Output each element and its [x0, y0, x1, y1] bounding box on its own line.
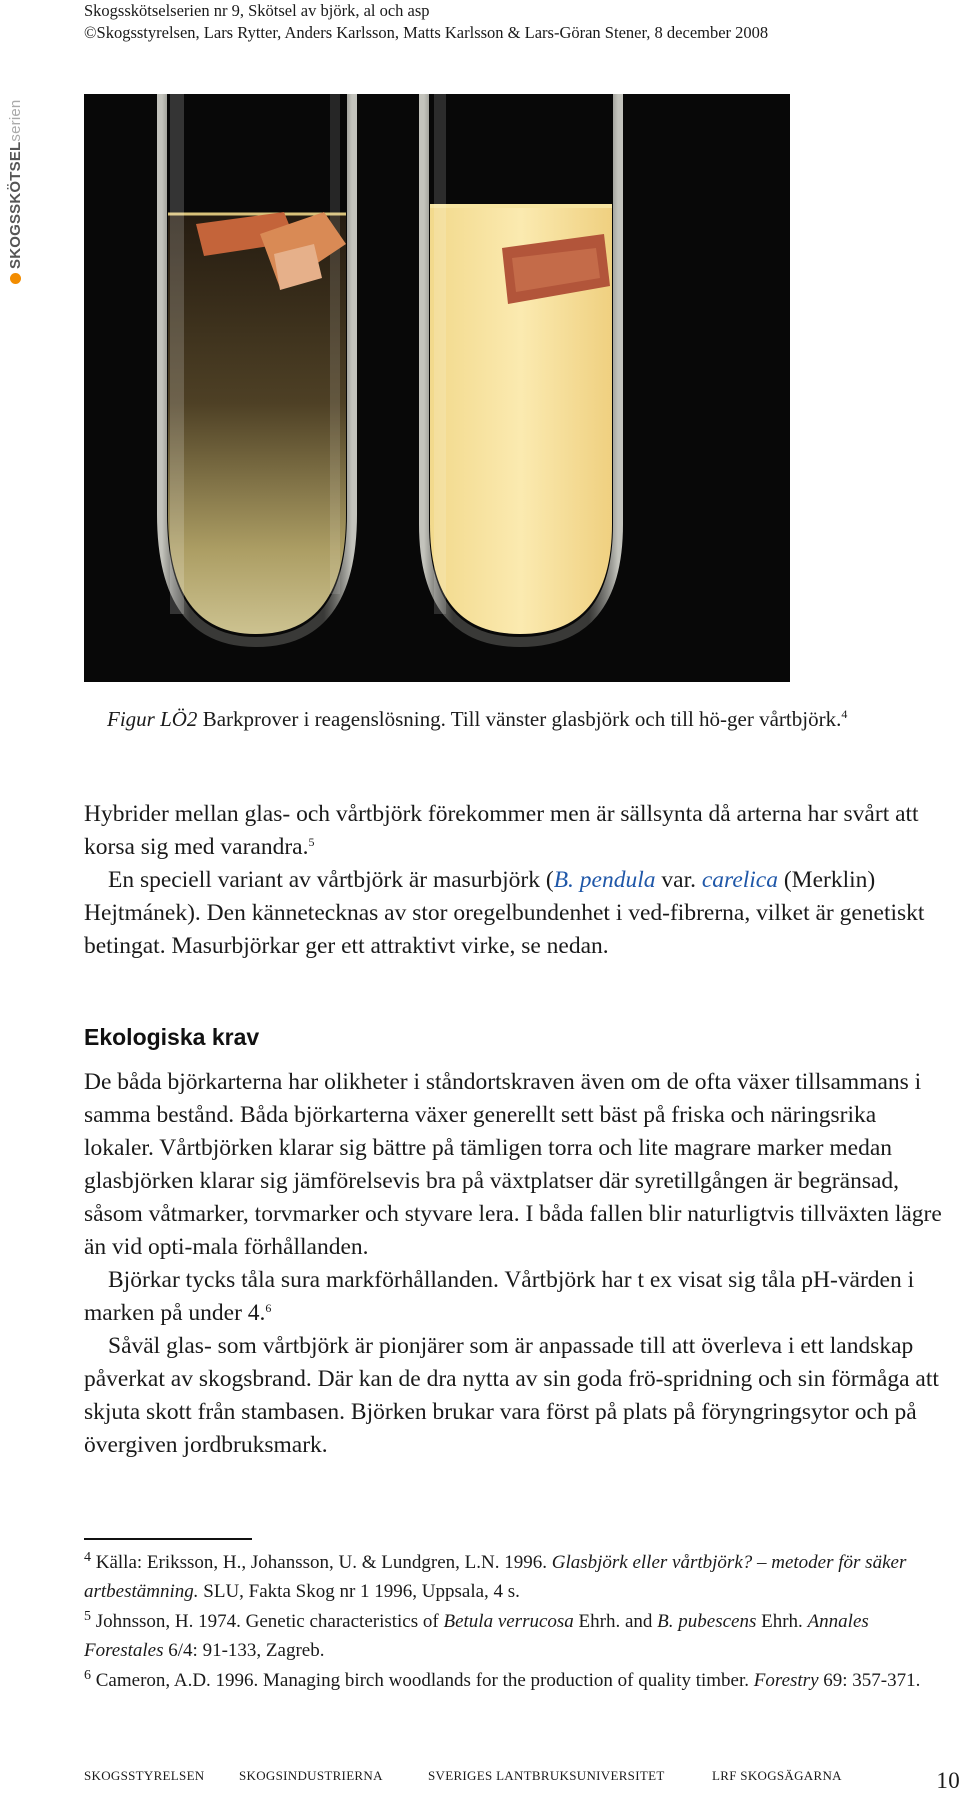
page-footer	[84, 1766, 960, 1793]
footnote	[84, 1666, 944, 1695]
document-header	[84, 0, 768, 44]
journal-name: Annales Forestales	[84, 1611, 869, 1661]
footer-org: SVERIGES LANTBRUKSUNIVERSITET	[428, 1768, 665, 1783]
section-heading: Ekologiska krav	[84, 1024, 260, 1050]
copyright-line: ©Skogsstyrelsen, Lars Rytter, Anders Karlsson, Matts Karlsson & Lars-Göran Stener, 8 december 2008	[84, 23, 769, 42]
paragraph-text: Hybrider mellan glas- och vårtbjörk förekommer men är sällsynta då arterna har svårt att korsa sig med varandra.	[84, 801, 919, 860]
caption-footnote-ref: 4	[841, 707, 848, 721]
footnote-text: 6/4: 91-133, Zagreb.	[163, 1640, 325, 1661]
paragraph: Såväl glas- som vårtbjörk är pionjärer som är anpassade till att överleva i ett landskap påverkat av skogsbrand. Där kan de dra nytta av sin goda frö-spridning och sin förmåga att skjuta skott från stambasen. Björken brukar vara först på plats på föryngringsytor och på övergiven jordbruksmark.	[84, 1333, 939, 1458]
footnote-text: SLU, Fakta Skog nr 1 1996, Uppsala, 4 s.	[198, 1581, 520, 1602]
footnote-text: Ehrh. and	[573, 1611, 658, 1632]
figure-caption	[107, 704, 867, 735]
species-name: B. pubescens	[657, 1611, 757, 1632]
footnote-number: 5	[84, 1609, 91, 1624]
footer-org: LRF SKOGSÄGARNA	[712, 1768, 842, 1783]
caption-text: Barkprover i reagenslösning. Till vänster glasbjörk och till hö-ger vårtbjörk.	[197, 707, 842, 731]
footer-org: SKOGSSTYRELSEN	[84, 1768, 205, 1783]
footnote-text: 69: 357-371.	[818, 1670, 921, 1691]
series-logo	[5, 36, 27, 269]
logo-sub: serien	[7, 99, 24, 142]
variety-name: carelica	[701, 867, 778, 893]
footnote	[84, 1607, 944, 1665]
paragraph	[84, 864, 944, 963]
footnote-number: 6	[84, 1668, 91, 1683]
footnote-title: Glasbjörk eller vårtbjörk? – metoder för säker artbestämning.	[84, 1552, 907, 1602]
footnote-text: Johnsson, H. 1974. Genetic characteristics of	[91, 1611, 444, 1632]
journal-name: Forestry	[753, 1670, 819, 1691]
page-number: 10	[936, 1768, 960, 1793]
logo-dot-icon	[10, 273, 21, 284]
paragraph	[84, 798, 944, 864]
footer-org: SKOGSINDUSTRIERNA	[239, 1768, 383, 1783]
caption-label: Figur LÖ2	[107, 707, 198, 731]
footnote-divider	[84, 1538, 252, 1540]
test-tubes-photo	[84, 94, 790, 682]
species-name: B. pendula	[553, 867, 656, 893]
logo-main: SKOGSSKÖTSEL	[7, 141, 24, 269]
footnote-text: Ehrh.	[756, 1611, 808, 1632]
paragraph-text: var.	[655, 867, 702, 893]
footnote	[84, 1548, 944, 1606]
footnotes	[84, 1548, 944, 1696]
series-title: Skogsskötselserien nr 9, Skötsel av björk, al och asp	[84, 1, 430, 20]
paragraph	[84, 1264, 944, 1330]
ecology-paragraphs	[84, 1066, 944, 1462]
paragraph-text: (Merklin) Hejtmánek). Den kännetecknas av stor oregelbundenhet i ved-fibrerna, vilket är genetiskt betingat. Masurbjörkar ger ett attraktivt virke, se nedan.	[84, 867, 925, 959]
footnote-ref: 5	[308, 835, 315, 849]
footnote-text: Källa: Eriksson, H., Johansson, U. & Lundgren, L.N. 1996.	[91, 1552, 552, 1573]
footnote-ref: 6	[265, 1301, 272, 1315]
footnote-text: Cameron, A.D. 1996. Managing birch woodlands for the production of quality timber.	[91, 1670, 754, 1691]
species-name: Betula verrucosa	[443, 1611, 574, 1632]
hybrid-paragraphs	[84, 798, 944, 963]
footnote-number: 4	[84, 1550, 91, 1565]
paragraph: De båda björkarterna har olikheter i ståndortskraven även om de ofta växer tillsammans i samma bestånd. Båda björkarterna växer generellt sett bäst på friska och näringsrika lokaler. Vårtbjörken klarar sig bättre på tämligen torra och lite magrare marker medan glasbjörken klarar sig jämförelsevis bra på växtplatser där syretillgången är begränsad, såsom våtmarker, torvmarker och styvare lera. I båda fallen blir naturligtvis tillväxten lägre än vid opti-mala förhållanden.	[84, 1069, 942, 1260]
paragraph-text: En speciell variant av vårtbjörk är masurbjörk (	[108, 867, 554, 893]
paragraph-text: Björkar tycks tåla sura markförhållanden. Vårtbjörk har t ex visat sig tåla pH-värden i marken på under 4.	[84, 1267, 915, 1326]
